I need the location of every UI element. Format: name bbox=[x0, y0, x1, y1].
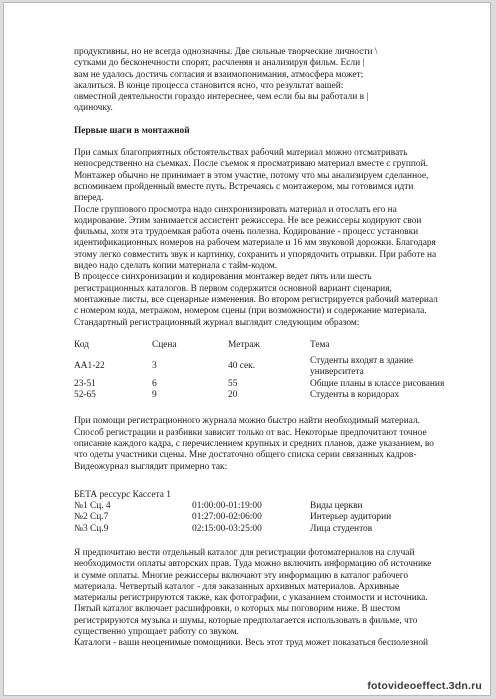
table-row bbox=[74, 356, 446, 379]
meter-cell: 55 bbox=[228, 378, 238, 389]
meter-cell: 20 bbox=[228, 390, 238, 401]
column-header: Метраж bbox=[228, 339, 260, 350]
table-row bbox=[74, 390, 446, 401]
text-line: материалы регистрируются также, как фотографии, с указанием стоимости и источника. bbox=[74, 593, 428, 604]
theme-cell: Общие планы в классе рисования bbox=[310, 378, 445, 389]
table-row bbox=[74, 512, 446, 523]
text-line: регистрационных каталогов. В первом содержится основной вариант сценария, bbox=[74, 283, 392, 294]
table-header-row bbox=[74, 340, 446, 351]
scene-cell: 9 bbox=[152, 390, 157, 401]
table-row bbox=[74, 524, 446, 535]
text-line: одиночку. bbox=[74, 103, 113, 114]
text-line: При помощи регистрационного журнала можно быстро найти необходимый материал. bbox=[74, 416, 421, 427]
theme-line: университета bbox=[310, 367, 364, 378]
table-row bbox=[74, 379, 446, 390]
text-line: сутками до бесконечности спорят, расчленяя и анализируя фильм. Если | bbox=[74, 58, 365, 69]
video-journal-table bbox=[74, 501, 446, 535]
meter-cell: 40 сек. bbox=[228, 361, 256, 372]
text-line: После группового просмотра надо синхронизировать материал и отослать его на bbox=[74, 204, 397, 215]
document-page bbox=[3, 2, 491, 696]
text-line: В процессе синхронизации и кодирования монтажер ведет пять или шесть bbox=[74, 272, 372, 283]
code-cell: АА1-22 bbox=[74, 361, 105, 372]
text-line: существенно упрощает работу со звуком. bbox=[74, 627, 239, 638]
site-watermark: fotovideoeffect.3dn.ru bbox=[367, 680, 482, 692]
cassette-title: БЕТА рессурс Кассета 1 bbox=[74, 489, 171, 500]
text-line: продуктивны, но не всегда однозначны. Две сильные творческие личности \ bbox=[74, 47, 378, 57]
text-line: и сумме оплаты. Многие режиссеры включают эту информацию в каталог рабочего bbox=[74, 570, 409, 581]
text-line: Способ регистрации и разбивки зависит только от вас. Некоторые предпочитают точное bbox=[74, 427, 427, 438]
text-line: Монтажер обычно не принимает в этом участие, потому что мы анализируем сделанное, bbox=[74, 170, 429, 181]
intro-paragraph bbox=[74, 47, 446, 115]
shot-number-cell: №2 Сц.7 bbox=[74, 512, 109, 523]
timecode-cell: 02:15:00-03:25:00 bbox=[192, 523, 262, 534]
text-line: Пятый каталог включает расшифровки, о которых мы поговорим ниже. В шестом bbox=[74, 604, 401, 615]
text-line: описание каждого кадра, с перечислением крупных и средних планов, даже указанием, во bbox=[74, 438, 434, 449]
description-cell: Интерьер аудитории bbox=[310, 512, 392, 523]
column-header: Тема bbox=[310, 339, 330, 350]
text-line: необходимости оплаты авторских прав. Туда можно включить информацию об источнике bbox=[74, 559, 432, 570]
column-header: Сцена bbox=[152, 339, 177, 350]
text-line: Я предпочитаю вести отдельный каталог для регистрации фотоматериалов на случай bbox=[74, 547, 415, 558]
timecode-cell: 01:27:00-02:06:00 bbox=[192, 512, 262, 523]
text-line: что одеты участники сцены. Мне достаточно общего списка серии связанных кадров- bbox=[74, 450, 417, 461]
shot-number-cell: №3 Сц.9 bbox=[74, 523, 109, 534]
timecode-cell: 01:00:00-01:19:00 bbox=[192, 501, 262, 512]
section-heading: Первые шаги в монтажной bbox=[74, 125, 190, 136]
text-line: материала. Четвертый каталог - для заказанных архивных материалов. Архивные bbox=[74, 581, 400, 592]
text-line: Видеожурнал выглядит примерно так: bbox=[74, 461, 228, 472]
scene-cell: 3 bbox=[152, 361, 157, 372]
theme-cell: Студенты в коридорах bbox=[310, 390, 400, 401]
text-line: идентификационных номеров на рабочем материале и 16 мм звуковой дорожки. Благодаря bbox=[74, 238, 436, 249]
text-line: регистрируются музыка и шумы, которые предполагается использовать в фильме, что bbox=[74, 615, 418, 626]
code-journal-table bbox=[74, 340, 446, 401]
text-line: вперед. bbox=[74, 193, 104, 204]
code-cell: 52-65 bbox=[74, 390, 96, 401]
shot-number-cell: №1 Сц. 4 bbox=[74, 501, 111, 512]
text-line: акалиться. В конце процесса становится ясно, что результат вашей: bbox=[74, 80, 344, 91]
text-line: овместной деятельности гораздо интереснее, чем если бы вы работали в | bbox=[74, 92, 369, 103]
text-line: вам не удалось достичь согласия и взаимопонимания, атмосфера может; bbox=[74, 69, 364, 80]
text-line: фильмы, хотя эта трудоемкая работа очень полезна. Кодирование - процесс установки bbox=[74, 227, 419, 238]
code-cell: 23-51 bbox=[74, 378, 96, 389]
text-line: монтажные листы, все сценарные изменения. Во втором регистрируется рабочий материал bbox=[74, 294, 438, 305]
scene-cell: 6 bbox=[152, 378, 157, 389]
text-line: видео надо сделать копии материала с тайм-кодом. bbox=[74, 261, 278, 272]
document-body bbox=[74, 47, 446, 650]
journal-paragraph bbox=[74, 416, 446, 472]
text-line: Каталоги - ваши неоценимые помощники. Весь этот труд может показаться бесполезной bbox=[74, 638, 429, 649]
main-paragraph bbox=[74, 148, 446, 329]
text-line: непосредственно на съемках. После съемок я просматриваю материал вместе с группой. bbox=[74, 159, 428, 170]
text-line: кодирование. Этим занимается ассистент режиссера. Не все режиссеры кодируют свои bbox=[74, 215, 422, 226]
column-header: Код bbox=[74, 339, 89, 350]
text-line: этому легко совместить звук и картинку, сохранить и упорядочить отрывки. При работе на bbox=[74, 249, 437, 260]
text-line: с номером кода, метражом, номером сцены (при возможности) и содержание материала. bbox=[74, 306, 427, 317]
catalog-paragraph bbox=[74, 548, 446, 650]
text-line: При самых благоприятных обстоятельствах рабочий материал можно отсматривать bbox=[74, 148, 408, 159]
description-cell: Виды церкви bbox=[310, 501, 363, 512]
text-line: Стандартный регистрационный журнал выглядит следующим образом: bbox=[74, 317, 360, 328]
text-line: вспоминаем пройденный вместе путь. Встречаясь с монтажером, мы готовимся идти bbox=[74, 181, 414, 192]
theme-line: Студенты входят в здание bbox=[310, 356, 414, 367]
description-cell: Лица студентов bbox=[310, 523, 373, 534]
theme-cell bbox=[310, 356, 446, 379]
table-row bbox=[74, 501, 446, 512]
